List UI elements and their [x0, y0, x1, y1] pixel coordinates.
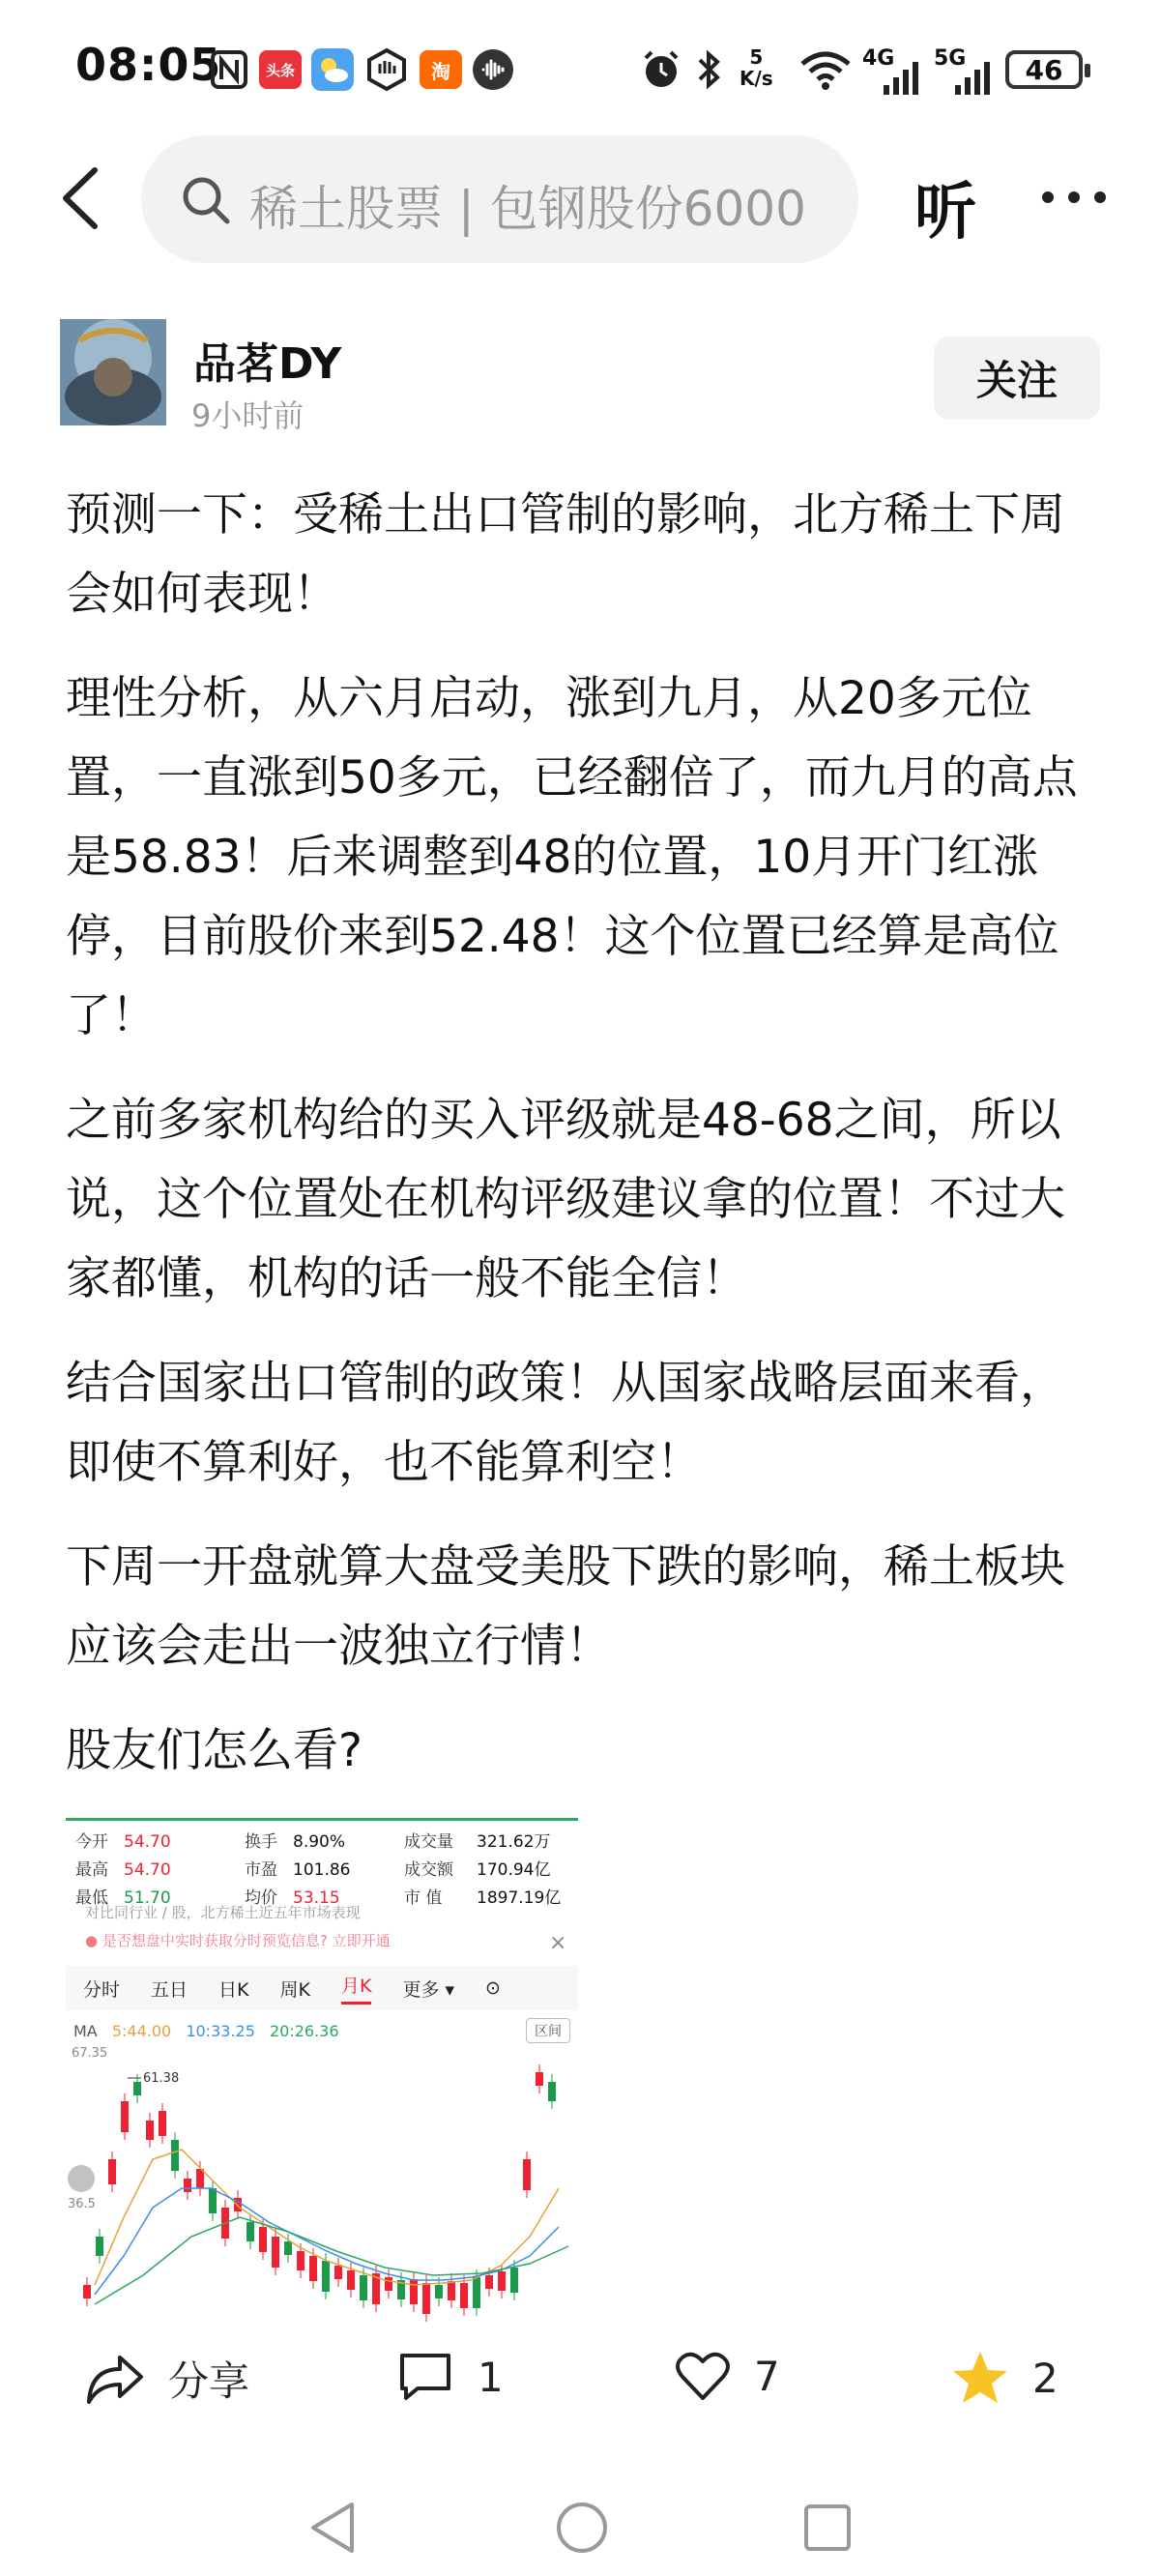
paragraph: 股友们怎么看?: [66, 1724, 362, 1777]
paragraph: 结合国家出口管制的政策！从国家战略层面来看，即使不算利好，也不能算利空！: [66, 1357, 1065, 1489]
ma-label: MA: [73, 2022, 98, 2040]
quote-value: 54.70: [124, 1832, 171, 1852]
ad-text: ● 是否想盘中实时获取分时预览信息? 立即开通: [85, 1932, 391, 1949]
quote-value: 51.70: [124, 1888, 171, 1908]
quote-label: 最高: [75, 1860, 108, 1880]
quote-label: 今开: [75, 1832, 108, 1852]
candle-body: [498, 2271, 506, 2291]
status-bar: [0, 0, 1160, 135]
candle-body: [435, 2285, 443, 2298]
share-label: 分享: [168, 2357, 250, 2405]
candle-body: [347, 2270, 355, 2290]
candle-body: [272, 2237, 279, 2268]
candle-body: [284, 2241, 292, 2255]
candle-body: [196, 2169, 204, 2188]
share-icon: [85, 2352, 145, 2406]
tab-period: 日K: [218, 1978, 249, 2001]
tab-period: 周K: [279, 1978, 310, 2001]
candles-group: [83, 2064, 556, 2322]
peak-label: 61.38: [143, 2071, 180, 2086]
like-button[interactable]: [675, 2350, 780, 2402]
nav-home-icon[interactable]: [555, 2501, 609, 2555]
quote-value: 170.94亿: [477, 1860, 551, 1880]
follow-button[interactable]: 关注: [934, 337, 1100, 420]
quote-row: [75, 1857, 568, 1885]
candle-body: [121, 2101, 129, 2132]
stock-screenshot-image[interactable]: [66, 1818, 578, 2311]
tab-period: 更多 ▾: [402, 1978, 455, 2001]
paragraph: 下周一开盘就算大盘受美股下跌的影响，稀土板块应该会走出一波独立行情！: [66, 1540, 1065, 1673]
paragraph: 之前多家机构给的买入评级就是48-68之间，所以说，这个位置处在机构评级建议拿的位置！不过大家都懂，机构的话一般不能全信！: [66, 1094, 1065, 1305]
candle-body: [485, 2275, 493, 2289]
quote-value: 1897.19亿: [477, 1888, 562, 1908]
favorite-count: 2: [1032, 2354, 1058, 2402]
candle-body: [171, 2140, 179, 2171]
signal-5g-icon: [953, 56, 992, 99]
nfc-icon: [208, 48, 250, 91]
quote-label: 最低: [75, 1888, 108, 1908]
candle-body: [473, 2277, 480, 2308]
quote-value: 8.90%: [293, 1832, 346, 1852]
taobao-icon: [420, 48, 462, 91]
quote-label: 成交额: [404, 1860, 453, 1880]
stock-ad-line: [66, 1902, 578, 1949]
ma-value: 20:26.36: [269, 2022, 339, 2040]
quote-value: 101.86: [293, 1860, 351, 1880]
comment-count: 1: [478, 2353, 504, 2401]
candle-body: [460, 2283, 468, 2308]
kline-chart: [66, 2043, 578, 2314]
quote-value: 321.62万: [477, 1832, 551, 1852]
status-time: 08:05: [75, 39, 222, 91]
listen-button[interactable]: 听: [914, 177, 976, 249]
system-nav-bar: [0, 2475, 1160, 2576]
axis-label-top: 67.35: [72, 2046, 108, 2061]
chevron-left-icon: [68, 2165, 95, 2192]
candle-body: [246, 2222, 254, 2241]
search-input[interactable]: 稀土股票 | 包钢股份6000: [249, 181, 806, 237]
search-icon: [180, 174, 232, 226]
favorite-button[interactable]: [951, 2350, 1058, 2406]
quote-label: 换手: [245, 1832, 277, 1852]
comment-button[interactable]: [396, 2350, 504, 2404]
quote-value: 54.70: [124, 1860, 171, 1880]
tab-period-active: 月K: [341, 1972, 371, 2005]
tab-period: 分时: [83, 1978, 121, 2001]
net-speed-value: 5: [749, 45, 764, 69]
post-time: 9小时前: [191, 397, 304, 434]
candle-body: [360, 2275, 367, 2300]
net-speed-unit: K/s: [740, 67, 773, 90]
period-tabs: [66, 1966, 578, 2010]
more-options-icon[interactable]: [1042, 191, 1106, 207]
candle-body: [259, 2227, 267, 2252]
quote-label: 成交量: [404, 1832, 453, 1852]
search-bar[interactable]: [141, 135, 858, 263]
quote-label: 市 值: [404, 1888, 443, 1908]
candle-body: [133, 2082, 141, 2095]
candle-body: [523, 2159, 531, 2190]
taobao-label: 淘: [420, 50, 462, 89]
toutiao-label: 头条: [259, 50, 302, 89]
candle-body: [159, 2111, 166, 2136]
quote-label: 市盈: [245, 1860, 277, 1880]
axis-label-mid: 36.5: [68, 2197, 96, 2211]
candle-body: [410, 2279, 418, 2304]
net-speed: [740, 46, 773, 89]
ma-value: 5:44.00: [111, 2022, 172, 2040]
candle-body: [83, 2285, 91, 2298]
share-button[interactable]: [85, 2350, 249, 2408]
nav-back-icon[interactable]: [307, 2501, 360, 2555]
candle-body: [448, 2281, 455, 2300]
candle-body: [385, 2277, 392, 2291]
star-icon: [951, 2350, 1009, 2406]
weather-icon: [311, 48, 354, 91]
candle-body: [334, 2266, 342, 2279]
candle-body: [184, 2179, 191, 2192]
candle-body: [96, 2237, 103, 2256]
heart-icon: [675, 2350, 731, 2402]
toutiao-icon: [259, 48, 302, 91]
signal-4g-label: 4G: [862, 46, 895, 71]
comment-icon: [396, 2350, 454, 2404]
quote-label: 均价: [245, 1888, 277, 1908]
quote-value: 53.15: [293, 1888, 340, 1908]
candle-body: [297, 2251, 304, 2270]
candle-body: [146, 2121, 154, 2140]
bluetooth-icon: [694, 48, 723, 91]
nav-recents-icon[interactable]: [802, 2503, 853, 2553]
stock-quote-table: [75, 1829, 568, 1913]
post-body: [66, 476, 1100, 1816]
author-name[interactable]: 品茗DY: [193, 339, 342, 389]
ma-value: 10:33.25: [186, 2022, 255, 2040]
signal-5g-label: 5G: [934, 46, 967, 71]
candle-body: [536, 2072, 543, 2086]
security-icon: [365, 48, 408, 91]
close-icon: ×: [549, 1931, 567, 1955]
candle-body: [209, 2188, 217, 2213]
candle-body: [422, 2283, 430, 2314]
candle-body: [548, 2082, 556, 2101]
ma-legend: [73, 2022, 339, 2040]
like-count: 7: [754, 2352, 780, 2400]
battery-indicator: 46: [1005, 50, 1083, 89]
quote-row: [75, 1829, 568, 1857]
alarm-icon: [640, 48, 682, 91]
wifi-icon: [798, 48, 853, 91]
voice-icon: [472, 48, 514, 91]
candle-body: [510, 2268, 518, 2293]
signal-4g-icon: [882, 56, 920, 99]
candle-body: [309, 2256, 317, 2281]
ad-text: 对比同行业 / 股，北方稀土近五年市场表现: [85, 1904, 361, 1921]
settings-icon: ⊙: [485, 1977, 501, 1999]
candle-body: [108, 2159, 116, 2184]
tab-period: 五日: [151, 1978, 188, 2001]
range-button: 区间: [526, 2018, 570, 2043]
ma20-line: [95, 2217, 568, 2304]
back-arrow-icon[interactable]: [54, 164, 112, 232]
paragraph: 预测一下：受稀土出口管制的影响，北方稀土下周会如何表现！: [66, 488, 1065, 621]
candle-body: [322, 2261, 330, 2292]
author-avatar[interactable]: [60, 319, 166, 425]
action-bar: [0, 2330, 1160, 2427]
paragraph: 理性分析，从六月启动，涨到九月，从20多元位置，一直涨到50多元，已经翻倍了，而九月的高点是58.83！后来调整到48的位置，10月开门红涨停，目前股价来到52.48！这个位置已经算是高位了！: [66, 672, 1078, 1042]
